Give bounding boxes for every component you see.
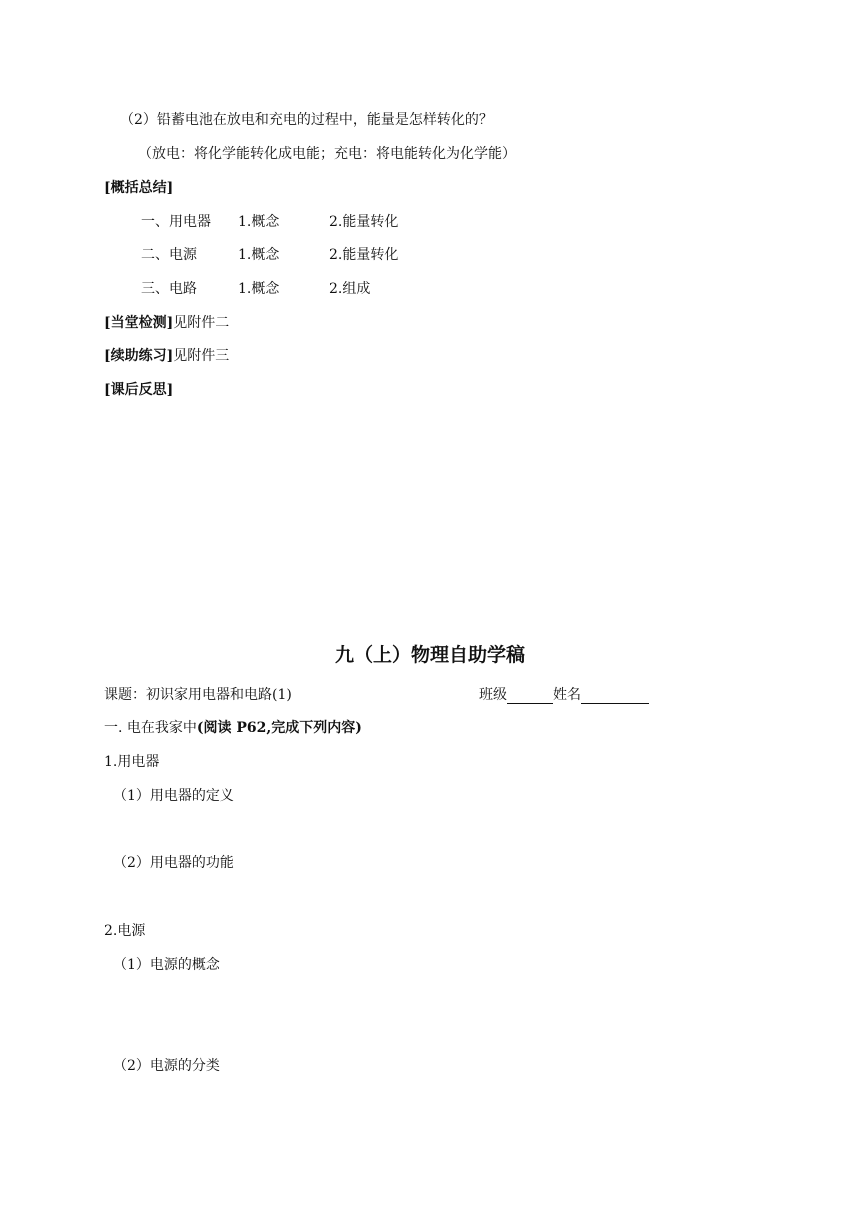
item1-question2: （2）用电器的功能: [113, 855, 234, 871]
practice-line: [104, 347, 229, 365]
summary-row-detail: 2.能量转化: [329, 214, 399, 230]
class-label: 班级: [479, 687, 507, 703]
item2-question1: （1）电源的概念: [113, 957, 220, 973]
item1-question1: （1）用电器的定义: [113, 788, 234, 804]
summary-row-concept: 1.概念: [238, 281, 280, 297]
summary-row-concept: 1.概念: [238, 214, 280, 230]
summary-row-label: 一、用电器: [141, 214, 211, 230]
name-label: 姓名: [553, 687, 581, 703]
item2-question2: （2）电源的分类: [113, 1058, 220, 1074]
item2-heading: 2.电源: [104, 923, 146, 939]
class-name-line: [479, 686, 649, 704]
summary-row-concept: 1.概念: [238, 247, 280, 263]
practice-heading: [续助练习]: [104, 348, 174, 364]
class-check-text: 见附件二: [173, 315, 230, 331]
class-blank[interactable]: [507, 689, 553, 704]
class-check-heading: [当堂检测]: [104, 315, 174, 331]
name-blank[interactable]: [581, 689, 649, 704]
worksheet-title: 九（上）物理自助学稿: [334, 644, 525, 666]
question-2: （2）铅蓄电池在放电和充电的过程中，能量是怎样转化的？: [120, 112, 493, 128]
summary-row-detail: 2.组成: [329, 281, 371, 297]
summary-row-label: 二、电源: [141, 247, 197, 263]
summary-row-label: 三、电路: [141, 281, 197, 297]
summary-row-detail: 2.能量转化: [329, 247, 399, 263]
section1-prefix: 一. 电在我家中: [104, 720, 197, 736]
topic-label: 课题：初识家用电器和电路(1): [104, 687, 292, 703]
answer-2: （放电：将化学能转化成电能；充电：将电能转化为化学能）: [138, 146, 516, 162]
section1-heading: [104, 719, 362, 737]
summary-heading: [概括总结]: [104, 180, 174, 196]
class-check-line: [104, 314, 229, 332]
section1-note: (阅读 P62,完成下列内容): [196, 720, 362, 736]
reflection-heading: [课后反思]: [104, 382, 174, 398]
item1-heading: 1.用电器: [104, 754, 160, 770]
practice-text: 见附件三: [173, 348, 230, 364]
